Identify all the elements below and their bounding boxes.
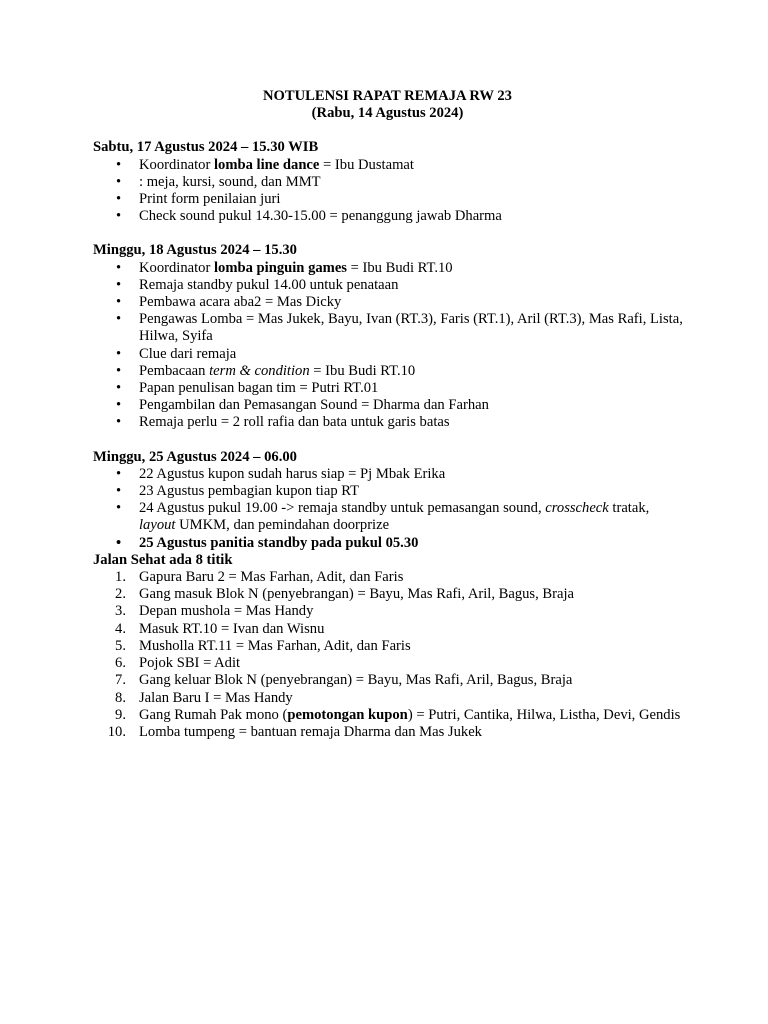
section-heading-jalan-sehat: Jalan Sehat ada 8 titik xyxy=(93,551,233,568)
list-item: • Pengawas Lomba = Mas Jukek, Bayu, Ivan (RT.3), Faris (RT.1), Aril (RT.3), Mas Rafi, Lista, Hilwa, Syifa xyxy=(93,311,683,345)
section-list-sabtu xyxy=(93,157,683,226)
list-item: • Koordinator lomba pinguin games = Ibu Budi RT.10 xyxy=(93,260,683,277)
list-item: • Remaja standby pukul 14.00 untuk penataan xyxy=(93,277,683,294)
document-content xyxy=(93,88,683,741)
list-item: • : meja, kursi, sound, dan MMT xyxy=(93,174,683,191)
list-item: 4. Masuk RT.10 = Ivan dan Wisnu xyxy=(115,620,325,637)
list-item: • 23 Agustus pembagian kupon tiap RT xyxy=(93,483,683,500)
section-list-minggu-25 xyxy=(93,466,683,552)
list-item: • 25 Agustus panitia standby pada pukul 05.30 xyxy=(93,535,683,552)
list-item: • Pembacaan term & condition = Ibu Budi RT.10 xyxy=(93,363,683,380)
list-item: • Koordinator lomba line dance = Ibu Dustamat xyxy=(93,157,683,174)
section-list-minggu-18 xyxy=(93,260,683,432)
list-item: • 24 Agustus pukul 19.00 -> remaja standby untuk pemasangan sound, crosscheck tratak, layout UMKM, dan pemindahan doorprize xyxy=(93,500,683,534)
list-item: • Print form penilaian juri xyxy=(93,191,683,208)
list-item: • Pembawa acara aba2 = Mas Dicky xyxy=(93,294,683,311)
section-heading-minggu-18: Minggu, 18 Agustus 2024 – 15.30 xyxy=(93,242,297,259)
list-item: • Pengambilan dan Pemasangan Sound = Dharma dan Farhan xyxy=(93,397,683,414)
list-item: 2. Gang masuk Blok N (penyebrangan) = Bayu, Mas Rafi, Aril, Bagus, Braja xyxy=(115,586,575,603)
list-item: 8. Jalan Baru I = Mas Handy xyxy=(115,689,293,706)
list-item: • Remaja perlu = 2 roll rafia dan bata untuk garis batas xyxy=(93,414,683,431)
list-item: • 22 Agustus kupon sudah harus siap = Pj Mbak Erika xyxy=(93,466,683,483)
section-heading-minggu-25: Minggu, 25 Agustus 2024 – 06.00 xyxy=(93,448,297,465)
jalan-sehat-list xyxy=(93,569,683,741)
list-item: 6. Pojok SBI = Adit xyxy=(115,655,241,672)
document-subtitle: (Rabu, 14 Agustus 2024) xyxy=(311,105,464,122)
list-item: 1. Gapura Baru 2 = Mas Farhan, Adit, dan Faris xyxy=(115,569,404,586)
list-item: 7. Gang keluar Blok N (penyebrangan) = Bayu, Mas Rafi, Aril, Bagus, Braja xyxy=(115,672,573,689)
list-item: 5. Musholla RT.11 = Mas Farhan, Adit, dan Faris xyxy=(115,637,411,654)
list-item: • Papan penulisan bagan tim = Putri RT.01 xyxy=(93,380,683,397)
list-item: 9. Gang Rumah Pak mono (pemotongan kupon) = Putri, Cantika, Hilwa, Listha, Devi, Gendis xyxy=(115,706,681,723)
list-item: • Check sound pukul 14.30-15.00 = penanggung jawab Dharma xyxy=(93,208,683,225)
document-title: NOTULENSI RAPAT REMAJA RW 23 xyxy=(263,88,512,104)
list-item: 10. Lomba tumpeng = bantuan remaja Dharma dan Mas Jukek xyxy=(107,723,482,740)
list-item: 3. Depan mushola = Mas Handy xyxy=(115,603,314,620)
list-item: • Clue dari remaja xyxy=(93,346,683,363)
section-heading-sabtu: Sabtu, 17 Agustus 2024 – 15.30 WIB xyxy=(93,139,319,156)
